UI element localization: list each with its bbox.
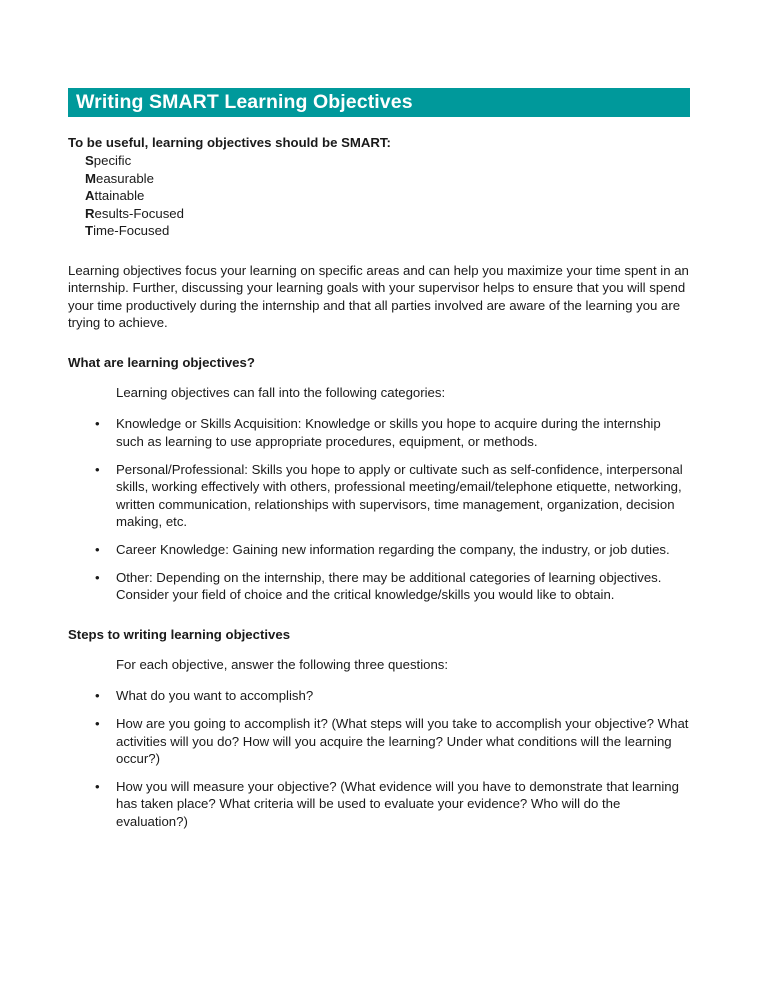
smart-item-measurable	[68, 170, 692, 188]
smart-item-results-focused	[68, 205, 692, 223]
page-title: Writing SMART Learning Objectives	[68, 88, 690, 117]
list-item	[68, 687, 692, 705]
list-item-text: How are you going to accomplish it? (What steps will you take to accomplish your objective? What activities will you do? How will you acquire the learning? Under what conditions will the learning occur?)	[116, 716, 689, 767]
document-content	[68, 88, 692, 831]
bullet-dot-icon: •	[95, 569, 100, 585]
smart-item-initial: R	[85, 205, 95, 221]
smart-item-initial: S	[85, 153, 94, 168]
list-item	[68, 715, 692, 768]
smart-item-initial: A	[85, 188, 95, 203]
smart-item-rest: pecific	[93, 153, 132, 168]
list-item-text: What do you want to accomplish?	[116, 688, 314, 704]
smart-item-time-focused	[68, 222, 692, 240]
bullet-dot-icon: •	[95, 688, 100, 704]
smart-lead-line: To be useful, learning objectives should be SMART:	[68, 135, 391, 150]
bullet-dot-icon: •	[95, 461, 100, 477]
section-intro-steps-to-writing-learning-objectives: For each objective, answer the following three questions:	[116, 656, 449, 672]
list-item	[68, 569, 692, 604]
bullet-dot-icon: •	[95, 542, 100, 558]
bullet-dot-icon: •	[95, 416, 100, 432]
list-item-text: Other: Depending on the internship, there may be additional categories of learning objectives. Consider your field of choice and the critical knowledge/skills you would like to obtain.	[116, 569, 662, 603]
list-item-text: Knowledge or Skills Acquisition: Knowledge or skills you hope to acquire during the internship such as learning to use appropriate procedures, equipment, or methods.	[116, 416, 661, 450]
bullet-dot-icon: •	[95, 778, 100, 794]
list-item-text: Career Knowledge: Gaining new information regarding the company, the industry, or job duties.	[116, 542, 670, 558]
smart-item-rest: esults-Focused	[94, 205, 184, 221]
smart-item-rest: easurable	[96, 170, 154, 186]
smart-item-attainable	[68, 187, 692, 205]
steps-bullet-list	[68, 687, 692, 830]
list-item-text: How you will measure your objective? (What evidence will you have to demonstrate that learning has taken place? What criteria will be used to evaluate your evidence? Who will do the evaluation?)	[116, 778, 679, 829]
list-item	[68, 461, 692, 531]
intro-paragraph: Learning objectives focus your learning on specific areas and can help you maximize your time spent in an internship. Further, discussing your learning goals with your supervisor helps to ensure that you will spend your time productively during the internship and that all parties involved are aware of the learning you are trying to achieve.	[68, 262, 689, 331]
section-heading-steps-to-writing-learning-objectives: Steps to writing learning objectives	[68, 626, 291, 642]
smart-item-initial: M	[85, 170, 96, 186]
section-heading-what-are-learning-objectives: What are learning objectives?	[68, 354, 255, 370]
categories-bullet-list	[68, 415, 692, 603]
list-item-text: Personal/Professional: Skills you hope to apply or cultivate such as self-confidence, interpersonal skills, working effectively with others, professional meeting/email/telephone etiquette, networking, written communication, relationships with supervisors, time management, organization, decision making, etc.	[116, 461, 683, 530]
list-item	[68, 415, 692, 450]
smart-item-rest: ttainable	[94, 188, 145, 203]
list-item	[68, 541, 692, 559]
bullet-dot-icon: •	[95, 716, 100, 731]
smart-item-specific	[68, 152, 692, 170]
list-item	[68, 778, 692, 831]
smart-acronym-list	[68, 152, 692, 240]
smart-item-rest: ime-Focused	[93, 223, 170, 238]
section-intro-what-are-learning-objectives: Learning objectives can fall into the following categories:	[116, 384, 446, 400]
smart-item-initial: T	[85, 223, 94, 238]
